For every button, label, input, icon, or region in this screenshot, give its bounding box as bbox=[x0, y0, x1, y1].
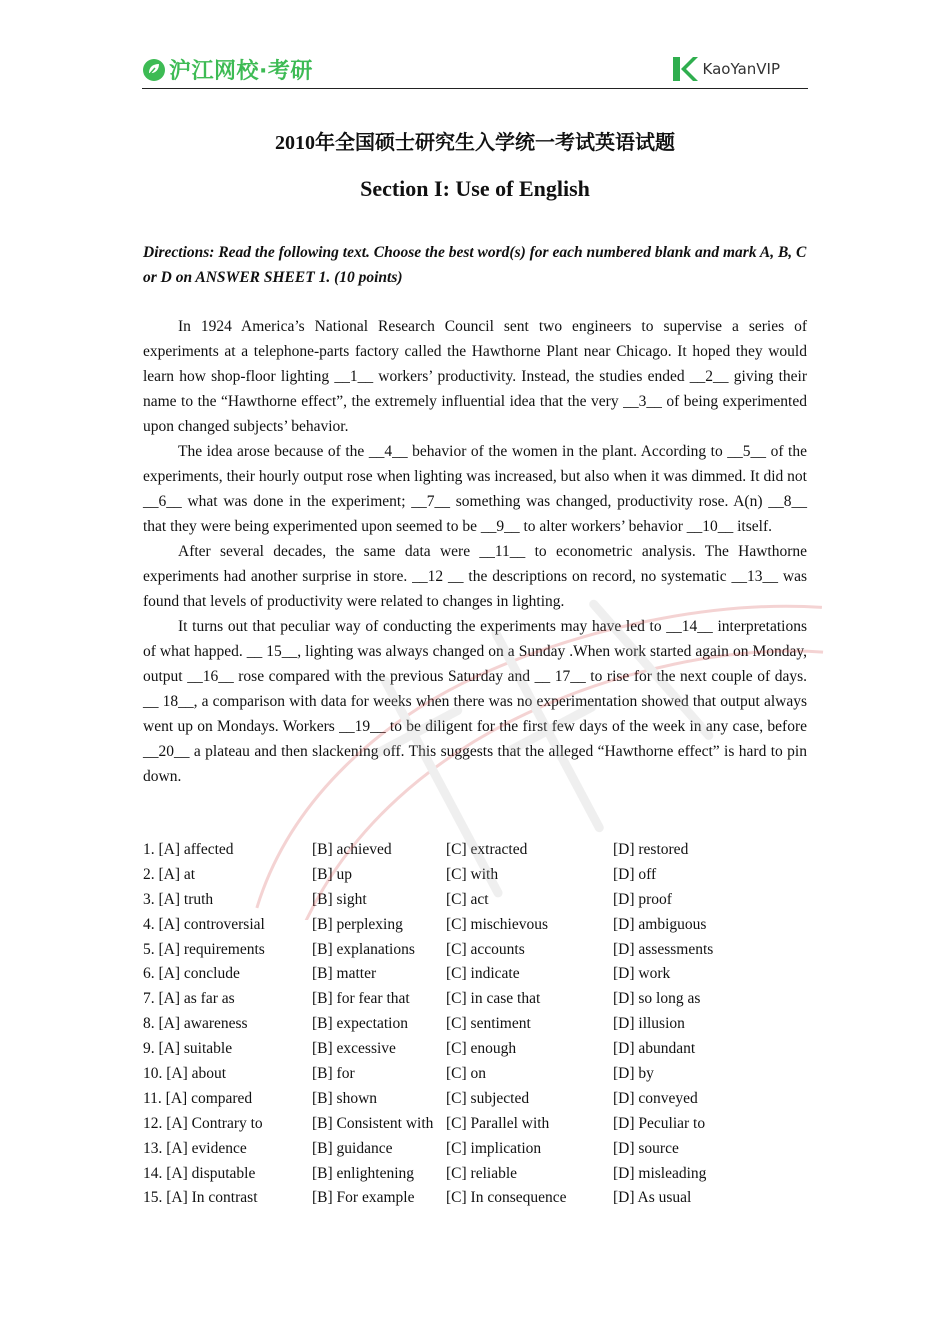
paragraph: After several decades, the same data were __11__ to econometric analysis. The Hawthorne experiments had another surprise in store. __12 __ the descriptions on record, no systematic __13__ was found that levels of productivity were related to changes in lighting. bbox=[143, 543, 807, 610]
option-choice: [B] guidance bbox=[312, 1139, 393, 1157]
option-choice: 10. [A] about bbox=[143, 1065, 227, 1083]
option-choice: [B] explanations bbox=[312, 940, 415, 958]
hujiang-logo bbox=[142, 54, 313, 85]
option-choice: [D] so long as bbox=[613, 990, 701, 1008]
exam-title: 2010年全国硕士研究生入学统一考试英语试题 bbox=[275, 132, 675, 154]
option-choice: [B] perplexing bbox=[312, 915, 403, 933]
option-row bbox=[143, 863, 807, 888]
page-header bbox=[142, 50, 808, 89]
option-choice: [C] indicate bbox=[446, 965, 520, 983]
option-choice: [D] illusion bbox=[613, 1015, 685, 1033]
option-choice: [D] source bbox=[613, 1139, 679, 1157]
brand-right-text: KaoYanVIP bbox=[702, 60, 780, 78]
option-choice: [C] enough bbox=[446, 1040, 517, 1058]
option-choice: [D] restored bbox=[613, 841, 689, 858]
option-choice: 13. [A] evidence bbox=[143, 1139, 247, 1157]
option-choice: [C] reliable bbox=[446, 1164, 518, 1182]
option-choice: [D] Peculiar to bbox=[613, 1114, 706, 1132]
option-row bbox=[143, 987, 807, 1012]
option-choice: [B] for fear that bbox=[312, 990, 410, 1008]
option-row bbox=[143, 1162, 807, 1187]
option-choice: 5. [A] requirements bbox=[143, 940, 265, 958]
option-choice: [C] mischievous bbox=[446, 915, 549, 933]
option-choice: [D] proof bbox=[613, 890, 672, 908]
option-choice: 6. [A] conclude bbox=[143, 965, 240, 983]
option-choice: [C] in case that bbox=[446, 990, 541, 1008]
option-choice: [D] assessments bbox=[613, 940, 714, 958]
option-row bbox=[143, 913, 807, 938]
option-choice: [D] As usual bbox=[613, 1189, 692, 1207]
option-choice: [C] In consequence bbox=[446, 1189, 567, 1207]
option-choice: [B] up bbox=[312, 865, 353, 883]
option-choice: [C] Parallel with bbox=[446, 1114, 550, 1132]
option-row bbox=[143, 1037, 807, 1062]
option-row bbox=[143, 838, 807, 863]
option-choice: [C] on bbox=[446, 1065, 487, 1083]
paragraph: In 1924 America’s National Research Council sent two engineers to supervise a series of experiments at a telephone-parts factory called the Hawthorne Plant near Chicago. It hoped they would learn how shop-floor lighting __1__ workers’ productivity. Instead, the studies ended __2__ giving their name to the “Hawthorne effect”, the extremely influential idea that the very __3__ of being experimented upon changed subjects’ behavior. bbox=[143, 318, 807, 435]
option-choice: 9. [A] suitable bbox=[143, 1040, 233, 1058]
option-choice: [D] work bbox=[613, 965, 671, 983]
option-choice: [C] act bbox=[446, 890, 489, 908]
option-choice: 8. [A] awareness bbox=[143, 1015, 248, 1033]
option-choice: [D] off bbox=[613, 865, 657, 883]
option-row bbox=[143, 1112, 807, 1137]
option-choice: [B] For example bbox=[312, 1189, 415, 1207]
option-choice: 2. [A] at bbox=[143, 865, 196, 883]
option-choice: [D] by bbox=[613, 1065, 654, 1083]
option-choice: 4. [A] controversial bbox=[143, 915, 265, 933]
k-logo-icon bbox=[671, 56, 699, 82]
option-row bbox=[143, 1062, 807, 1087]
section-heading: Section I: Use of English bbox=[360, 176, 590, 201]
paragraph: It turns out that peculiar way of conducting the experiments may have led to __14__ interpretations of what happed. __ 15__, lighting was always changed on a Sunday .When work started again on Monday, output __16__ rose compared with the previous Saturday and __ 17__ to rise for the next couple of days. __ 18__, a comparison with data for weeks when there was no experimentation showed that output always went up on Mondays. Workers __19__ to be diligent for the first few days of the week in any case, before __20__ a plateau and then slackening off. This suggests that the alleged “Hawthorne effect” is hard to pin down. bbox=[143, 618, 807, 785]
option-choice: [D] ambiguous bbox=[613, 915, 707, 933]
option-choice: [C] sentiment bbox=[446, 1015, 531, 1033]
option-choice: [D] abundant bbox=[613, 1040, 696, 1058]
option-row bbox=[143, 888, 807, 913]
option-row bbox=[143, 938, 807, 963]
option-row bbox=[143, 1012, 807, 1037]
option-choice: [B] excessive bbox=[312, 1040, 396, 1058]
option-choice: [B] for bbox=[312, 1065, 355, 1083]
option-choice: [B] sight bbox=[312, 890, 367, 908]
option-choice: [B] matter bbox=[312, 965, 377, 983]
paragraph: The idea arose because of the __4__ behavior of the women in the plant. According to __5__ of the experiments, their hourly output rose when lighting was increased, but also when it was dimmed. It did not __6__ what was done in the experiment; __7__ something was changed, productivity rose. A(n) __8__ that they were being experimented upon seemed to be __9__ to alter workers’ behavior __10__ itself. bbox=[143, 443, 807, 535]
option-choice: 3. [A] truth bbox=[143, 890, 214, 908]
kaoyanvip-logo bbox=[671, 56, 780, 82]
option-choice: 11. [A] compared bbox=[143, 1089, 253, 1107]
option-choice: [C] accounts bbox=[446, 940, 525, 958]
option-choice: 15. [A] In contrast bbox=[143, 1189, 258, 1207]
option-choice: 14. [A] disputable bbox=[143, 1164, 256, 1182]
option-choice: [B] achieved bbox=[312, 841, 392, 858]
option-choice: [D] misleading bbox=[613, 1164, 707, 1182]
option-choice: [B] Consistent with bbox=[312, 1114, 434, 1132]
option-choice: [C] extracted bbox=[446, 841, 528, 858]
leaf-icon bbox=[142, 58, 166, 82]
option-row bbox=[143, 1087, 807, 1112]
option-choice: [C] implication bbox=[446, 1139, 542, 1157]
option-choice: [B] expectation bbox=[312, 1015, 408, 1033]
directions: Directions: Read the following text. Choose the best word(s) for each numbered blank and mark A, B, C or D on ANSWER SHEET 1. (10 points) bbox=[143, 244, 807, 286]
brand-left-text: 沪江网校·考研 bbox=[169, 59, 313, 84]
option-choice: 7. [A] as far as bbox=[143, 990, 235, 1008]
option-row bbox=[143, 1137, 807, 1162]
option-choice: 12. [A] Contrary to bbox=[143, 1114, 263, 1132]
answer-options bbox=[143, 838, 807, 1211]
option-choice: [D] conveyed bbox=[613, 1089, 698, 1107]
option-choice: [B] shown bbox=[312, 1089, 378, 1107]
option-choice: 1. [A] affected bbox=[143, 841, 234, 858]
option-choice: [C] subjected bbox=[446, 1089, 530, 1107]
option-row bbox=[143, 1186, 807, 1211]
reading-passage bbox=[143, 314, 807, 789]
option-row bbox=[143, 962, 807, 987]
option-choice: [B] enlightening bbox=[312, 1164, 415, 1182]
option-choice: [C] with bbox=[446, 865, 499, 883]
